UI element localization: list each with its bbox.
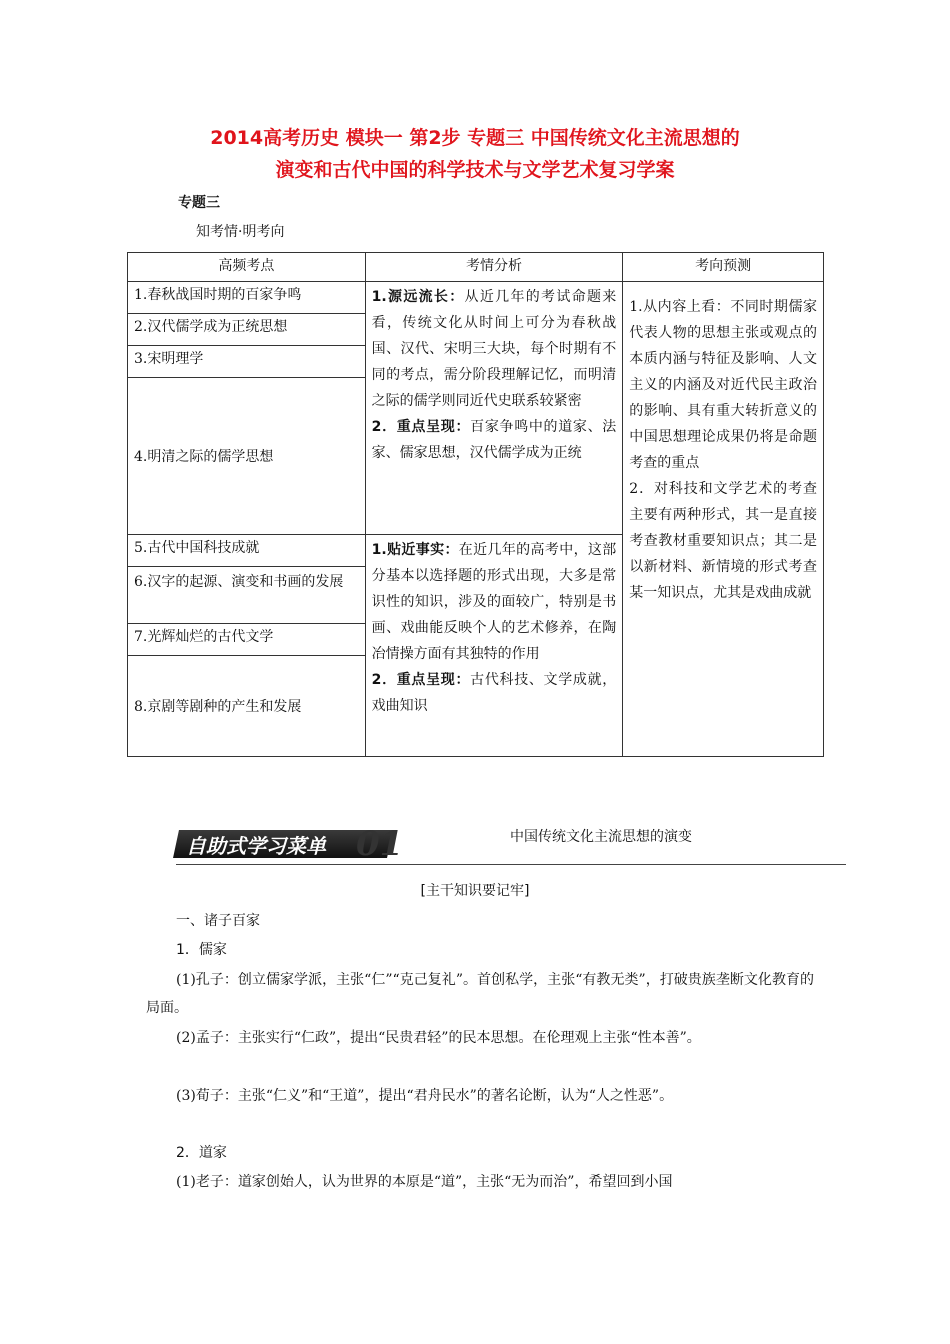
analysis-2b-text: 古代科技、文学成就，戏曲知识 <box>371 672 617 714</box>
analysis-1b-label: 2．重点呈现： <box>371 419 471 435</box>
banner-title: 中国传统文化主流思想的演变 <box>510 829 692 845</box>
section-banner <box>176 824 846 865</box>
analysis-1b-text: 百家争鸣中的道家、法家、儒家思想，汉代儒学成为正统 <box>371 419 617 461</box>
paragraph-kongzi: (1)孔子：创立儒家学派，主张“仁”“克己复礼”。首创私学，主张“有教无类”，打破贵族垄断文化教育的局面。 <box>146 972 814 1016</box>
point-cell: 7.光辉灿烂的古代文学 <box>128 624 366 656</box>
point-cell: 2.汉代儒学成为正统思想 <box>128 314 366 346</box>
paragraph-laozi: (1)老子：道家创始人，认为世界的本原是“道”，主张“无为而治”，希望回到小国 <box>176 1174 673 1190</box>
point-cell: 1.春秋战国时期的百家争鸣 <box>128 282 366 314</box>
title-line-1: 2014高考历史 模块一 第2步 专题三 中国传统文化主流思想的 <box>210 127 740 149</box>
exam-analysis-table <box>127 252 824 757</box>
analysis-cell-2 <box>365 535 623 757</box>
header-forecast: 考向预测 <box>623 253 824 282</box>
heading-rujia: 1．儒家 <box>176 942 227 958</box>
banner-tag-text: 自助式学习菜单 <box>186 834 326 858</box>
analysis-1a-label: 1.源远流长： <box>371 289 465 305</box>
topic-label: 专题三 <box>178 195 220 211</box>
document-title <box>150 122 800 186</box>
analysis-cell-1 <box>365 282 623 535</box>
paragraph-mengzi: (2)孟子：主张实行“仁政”，提出“民贵君轻”的民本思想。在伦理观上主张“性本善”。 <box>176 1030 701 1046</box>
header-points: 高频考点 <box>128 253 366 282</box>
analysis-2b-label: 2．重点呈现： <box>371 672 471 688</box>
analysis-2a-text: 在近几年的高考中，这部分基本以选择题的形式出现，大多是常识性的知识，涉及的面较广，特别是书画、戏曲能反映个人的艺术修养，在陶冶情操方面有其独特的作用 <box>371 542 617 662</box>
paragraph-xunzi: (3)荀子：主张“仁义”和“王道”，提出“君舟民水”的著名论断，认为“人之性恶”。 <box>176 1088 674 1104</box>
forecast-text-2: 2．对科技和文学艺术的考查主要有两种形式，其一是直接考查教材重要知识点；其二是以新材料、新情境的形式考查某一知识点，尤其是戏曲成就 <box>629 481 817 601</box>
point-cell: 8.京剧等剧种的产生和发展 <box>128 656 366 757</box>
heading-daojia: 2．道家 <box>176 1145 227 1161</box>
subtopic-label: 知考情·明考向 <box>196 224 285 240</box>
point-cell: 4.明清之际的儒学思想 <box>128 378 366 535</box>
table-header-row <box>128 253 824 282</box>
table-row <box>128 282 824 314</box>
section-heading: [主干知识要记牢] <box>420 883 530 899</box>
analysis-2a-label: 1.贴近事实： <box>371 542 459 558</box>
header-analysis: 考情分析 <box>365 253 623 282</box>
heading-zhuzi: 一、诸子百家 <box>176 913 260 929</box>
forecast-text-1: 1.从内容上看：不同时期儒家代表人物的思想主张或观点的本质内涵与特征及影响、人文主义的内涵及对近代民主政治的影响、具有重大转折意义的中国思想理论成果仍将是命题考查的重点 <box>629 299 817 471</box>
title-line-2: 演变和古代中国的科学技术与文学艺术复习学案 <box>275 159 675 181</box>
forecast-cell <box>623 282 824 757</box>
point-cell: 6.汉字的起源、演变和书画的发展 <box>128 567 366 624</box>
point-cell: 3.宋明理学 <box>128 346 366 378</box>
point-cell: 5.古代中国科技成就 <box>128 535 366 567</box>
analysis-1a-text: 从近几年的考试命题来看，传统文化从时间上可分为春秋战国、汉代、宋明三大块，每个时期有不同的考点，需分阶段理解记忆，而明清之际的儒学则同近代史联系较紧密 <box>371 289 617 409</box>
banner-number: 01 <box>356 824 404 864</box>
